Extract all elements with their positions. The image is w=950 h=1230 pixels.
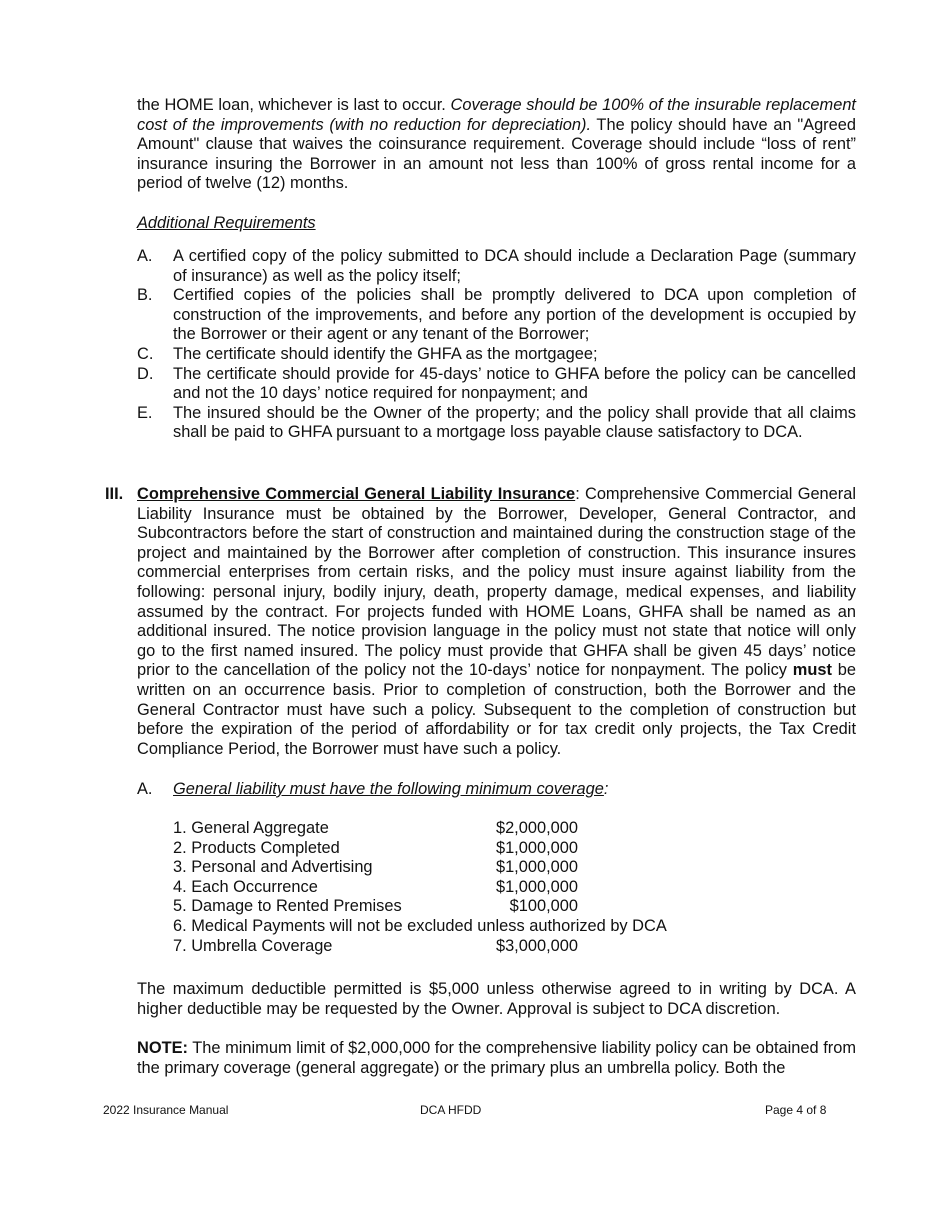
intro-paragraph: [137, 96, 856, 194]
list-item-text: The insured should be the Owner of the property; and the policy shall provide that all claims shall be paid to GHFA pursuant to a mortgage loss payable clause satisfactory to DCA.: [173, 403, 856, 442]
deductible-paragraph: [137, 980, 856, 1019]
list-marker: C.: [137, 344, 154, 363]
coverage-heading-text: General liability must have the following minimum coverage: [173, 780, 604, 798]
coverage-row: [173, 897, 733, 917]
coverage-amount: $100,000: [509, 897, 578, 916]
coverage-row: [173, 858, 733, 878]
coverage-label: 1. General Aggregate: [173, 819, 329, 837]
section-number: III.: [105, 485, 124, 503]
note-paragraph: [137, 1039, 856, 1078]
intro-text-continued: The policy should have an "Agreed Amount" clause that waives the coinsurance requirement. Coverage should include “loss of rent” insurance insuring the Borrower in an amount not less than 100% of gross rental income for a period of twelve (12) months.: [137, 115, 856, 193]
coverage-amount: $1,000,000: [495, 838, 578, 857]
section-text-continued: be written on an occurrence basis. Prior to completion of construction, both the Borrower and the General Contractor must have such a policy. Subsequent to the completion of construction but before the expiration of the period of affordability or for tax credit only projects, the Tax Credit Compliance Period, the Borrower must have such a policy.: [137, 661, 856, 758]
coverage-list: [173, 819, 733, 956]
list-marker: A.: [137, 247, 153, 265]
list-item-text: The certificate should identify the GHFA as the mortgagee;: [173, 344, 598, 363]
heading-text: Additional Requirements: [137, 214, 316, 232]
coverage-heading: [137, 780, 856, 800]
list-item: [137, 286, 856, 345]
section-iii: [105, 485, 856, 759]
coverage-amount: $1,000,000: [495, 858, 578, 877]
coverage-label: 4. Each Occurrence: [173, 877, 318, 896]
intro-italic-text: Coverage should be 100% of the insurable replacement cost of the improvements (with no reduction for depreciation).: [137, 96, 856, 134]
footer-page-number: Page 4 of 8: [765, 1103, 827, 1117]
deductible-text: The maximum deductible permitted is $5,000 unless otherwise agreed to in writing by DCA. A higher deductible may be requested by the Owner. Approval is subject to DCA discretion.: [137, 980, 856, 1018]
coverage-row: [173, 839, 733, 859]
coverage-label: 5. Damage to Rented Premises: [173, 897, 402, 916]
list-item: [137, 365, 856, 404]
coverage-amount: $2,000,000: [495, 819, 578, 837]
list-item-text: The certificate should provide for 45-days’ notice to GHFA before the policy can be cancelled and not the 10 days’ notice required for nonpayment; and: [173, 364, 856, 403]
emphasis-text: must: [792, 661, 832, 680]
note-label: NOTE:: [137, 1039, 188, 1057]
list-item: [137, 247, 856, 286]
intro-text: the HOME loan, whichever is last to occur.: [137, 96, 451, 114]
coverage-row: [173, 878, 733, 898]
coverage-amount: $1,000,000: [495, 877, 578, 896]
coverage-label: 3. Personal and Advertising: [173, 858, 373, 877]
list-marker: B.: [137, 286, 153, 305]
section-text: : Comprehensive Commercial General Liability Insurance must be obtained by the Borrower, Developer, General Contractor, and Subcontractors before the start of construction and maintained during the construction stage of the project and maintained by the Borrower after completion of construction. This insurance insures commercial enterprises from certain risks, and the policy must insure against liability from the following: personal injury, bodily injury, death, property damage, medical expenses, and liability assumed by the contract. For projects funded with HOME Loans, GHFA shall be named as an additional insured. The notice provision language in the policy must not state that notice will only go to the first named insured. The policy must provide that GHFA shall be given 45 days’ notice prior to the cancellation of the policy not the 10-days’ notice for nonpayment. The policy: [137, 485, 857, 680]
footer-center: DCA HFDD: [420, 1103, 482, 1117]
list-item: [137, 345, 856, 365]
coverage-marker: A.: [137, 780, 153, 798]
coverage-row: [173, 819, 733, 839]
coverage-label: 2. Products Completed: [173, 838, 340, 857]
coverage-label: 7. Umbrella Coverage: [173, 936, 333, 955]
coverage-row: [173, 917, 733, 937]
list-item-text: Certified copies of the policies shall be promptly delivered to DCA upon completion of construction of the improvements, and before any portion of the development is occupied by the Borrower or their agent or any tenant of the Borrower;: [173, 286, 856, 344]
coverage-label: 6. Medical Payments will not be excluded unless authorized by DCA: [173, 916, 667, 935]
additional-requirements-list: [137, 247, 856, 443]
list-marker: E.: [137, 403, 153, 422]
coverage-amount: $3,000,000: [495, 936, 578, 955]
additional-requirements-heading: [137, 214, 856, 234]
list-marker: D.: [137, 364, 154, 383]
footer-left: 2022 Insurance Manual: [103, 1103, 229, 1117]
list-item: [137, 404, 856, 443]
coverage-heading-colon: :: [603, 780, 609, 798]
note-text: The minimum limit of $2,000,000 for the comprehensive liability policy can be obtained from the primary coverage (general aggregate) or the primary plus an umbrella policy. Both the: [137, 1039, 856, 1077]
list-item-text: A certified copy of the policy submitted to DCA should include a Declaration Page (summary of insurance) as well as the policy itself;: [173, 247, 856, 285]
section-title: Comprehensive Commercial General Liability Insurance: [137, 485, 576, 503]
coverage-row: [173, 937, 733, 957]
